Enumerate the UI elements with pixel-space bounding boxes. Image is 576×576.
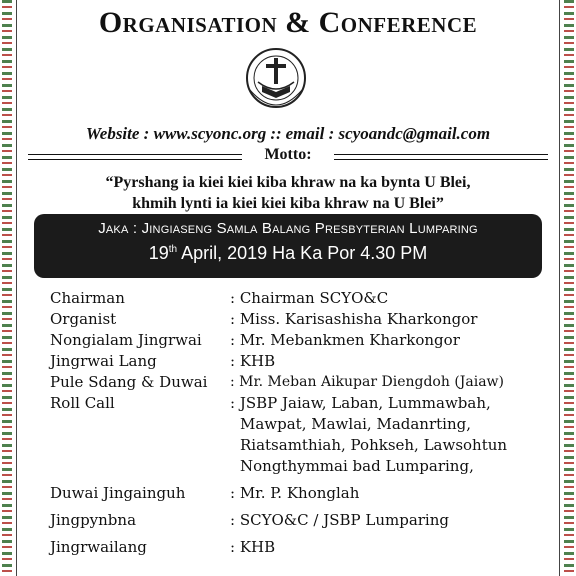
date-rest: April, 2019 Ha Ka Por 4.30 PM (177, 243, 428, 263)
roll-call-line: : JSBP Jaiaw, Laban, Lummawbah, (230, 394, 491, 412)
event-date-time (34, 243, 542, 264)
roll-call-line: Mawpat, Mawlai, Madanrting, (240, 415, 471, 433)
program-row (50, 510, 550, 531)
program-value: : Mr. P. Khonglah (230, 484, 360, 502)
program-role: Chairman (50, 289, 125, 307)
decorative-border-left (2, 0, 12, 576)
motto-label: Motto: (264, 146, 312, 163)
date-suffix: th (168, 244, 178, 255)
organisation-seal-logo (244, 46, 308, 118)
website-label: Website : (85, 124, 154, 143)
program-role: Roll Call (50, 394, 115, 412)
program-value: : Mr. Meban Aikupar Diengdoh (Jaiaw) (230, 374, 505, 390)
program-list (50, 288, 550, 558)
roll-call-line: Nongthymmai bad Lumparing, (240, 457, 474, 475)
program-value: : Mr. Mebankmen Kharkongor (230, 331, 460, 349)
event-venue: Jaka : Jingiaseng Samla Balang Presbyterian Lumparing (98, 220, 478, 237)
program-row (50, 537, 550, 558)
program-role: Nongialam Jingrwai (50, 331, 202, 349)
program-row (50, 351, 550, 372)
program-role: Jingrwai Lang (50, 352, 157, 370)
website-link[interactable]: www.scyonc.org (153, 124, 267, 143)
motto-quote (0, 172, 576, 214)
program-value: : Miss. Karisashisha Kharkongor (230, 310, 478, 328)
event-banner (34, 214, 542, 278)
program-role: Pule Sdang & Duwai (50, 373, 208, 391)
email-link[interactable]: scyoandc@gmail.com (338, 124, 491, 143)
program-row (50, 372, 550, 393)
decorative-border-right (564, 0, 574, 576)
border-rule-left (16, 0, 17, 576)
motto-heading-row (28, 146, 548, 166)
motto-line-1: “Pyrshang ia kiei kiei kiba khraw na ka bynta U Blei, (105, 174, 471, 191)
contact-line (0, 124, 576, 144)
program-row-roll-call (50, 393, 550, 477)
contact-separator: :: (270, 124, 282, 143)
program-value: : KHB (230, 352, 276, 370)
program-row (50, 483, 550, 504)
page-title: Organisation & Conference (98, 6, 478, 39)
program-role: Jingpynbna (50, 511, 137, 529)
program-role: Duwai Jingainguh (50, 484, 186, 502)
date-day: 19 (148, 243, 169, 263)
program-value (230, 393, 550, 477)
program-row (50, 330, 550, 351)
roll-call-line: Riatsamthiah, Pohkseh, Lawsohtun (240, 436, 508, 454)
program-role: Organist (50, 310, 117, 328)
program-value: : KHB (230, 538, 276, 556)
program-value: : Chairman SCYO&C (230, 289, 389, 307)
border-rule-right (559, 0, 560, 576)
program-row (50, 288, 550, 309)
email-label: email : (285, 124, 339, 143)
program-row (50, 309, 550, 330)
program-role: Jingrwailang (50, 538, 147, 556)
program-value: : SCYO&C / JSBP Lumparing (230, 511, 449, 529)
motto-line-2: khmih lynti ia kiei kiei kiba khraw na U Blei” (132, 195, 444, 212)
